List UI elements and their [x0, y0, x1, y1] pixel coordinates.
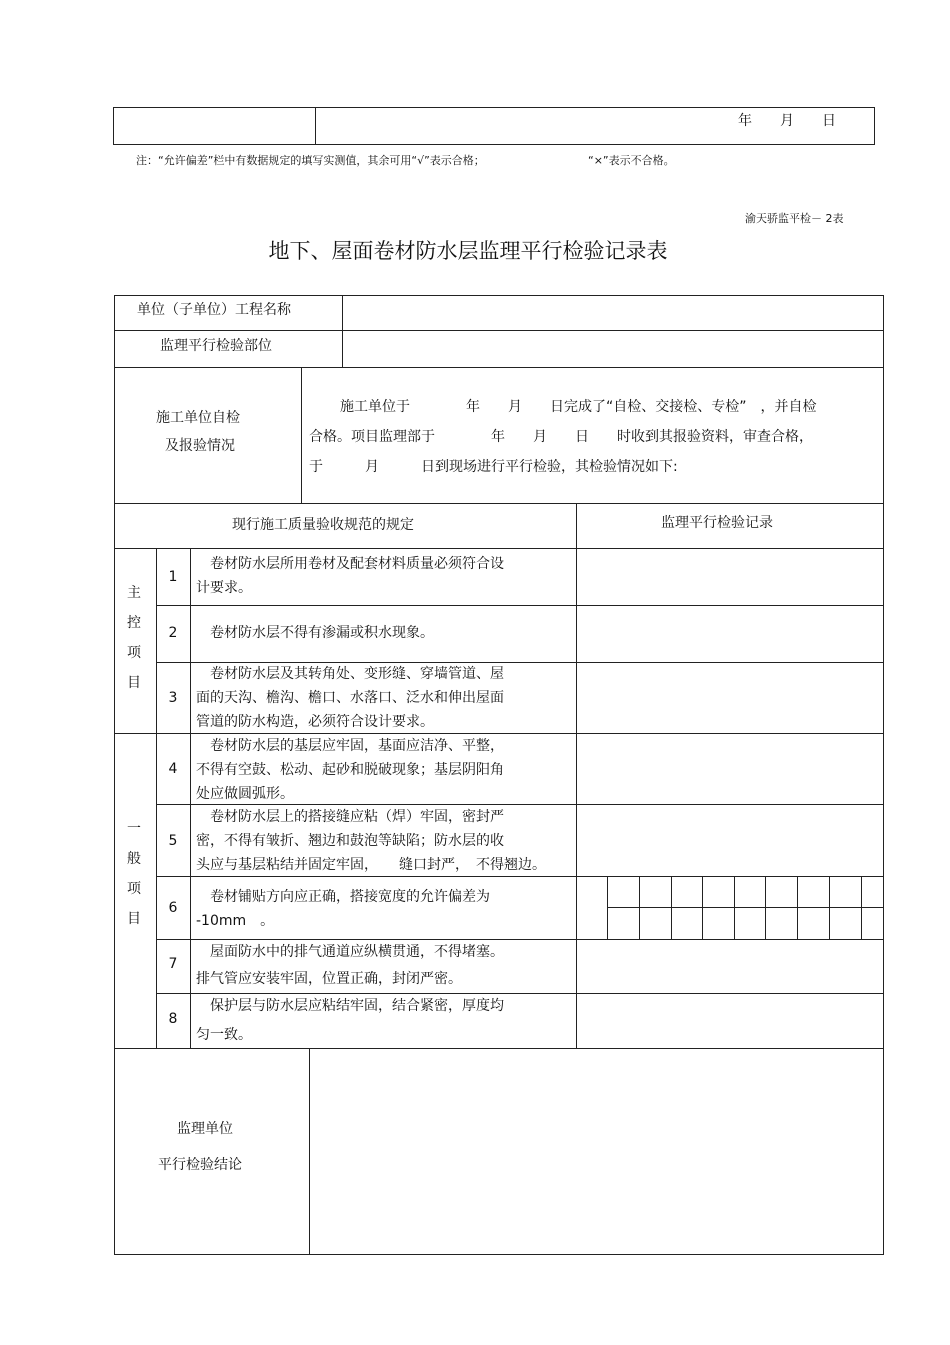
item-3-line-2: 面的天沟、檐沟、檐口、水落口、泛水和伸出屋面	[196, 690, 504, 706]
item-7-no: 7	[168, 956, 178, 972]
divider	[576, 503, 577, 1048]
item-4-no: 4	[168, 761, 178, 777]
item-8-no: 8	[168, 1011, 178, 1027]
group-general-label: 一般项目	[127, 821, 141, 927]
divider	[309, 1048, 310, 1255]
item-1-line-2: 计要求。	[196, 580, 252, 596]
item-4-line-1: 卷材防水层的基层应牢固，基面应洁净、平整，	[196, 738, 504, 754]
item-6-line-2: -10mm 。	[196, 913, 275, 929]
page-title: 地下、屋面卷材防水层监理平行检验记录表	[268, 239, 668, 263]
item-3-line-1: 卷材防水层及其转角处、变形缝、穿墙管道、屋	[196, 666, 504, 682]
divider	[114, 503, 884, 504]
divider	[797, 876, 798, 939]
item-1-line-1: 卷材防水层所用卷材及配套材料质量必须符合设	[196, 556, 504, 572]
divider	[114, 1048, 884, 1049]
spec-header: 现行施工质量验收规范的规定	[232, 517, 414, 533]
divider	[702, 876, 703, 939]
divider	[156, 605, 884, 606]
item-5-line-2: 密，不得有皱折、翘边和鼓泡等缺陷；防水层的收	[196, 833, 504, 849]
divider	[734, 876, 735, 939]
item-5-line-3: 头应与基层粘结并固定牢固， 缝口封严， 不得翘边。	[196, 857, 546, 873]
divider	[114, 548, 884, 549]
item-5-line-1: 卷材防水层上的搭接缝应粘（焊）牢固，密封严	[196, 809, 504, 825]
top-date-label: 年 月 日	[738, 113, 836, 129]
divider	[671, 876, 672, 939]
self-check-label-2: 及报验情况	[165, 438, 235, 454]
form-code: 渝天骄监平检－ 2表	[745, 212, 844, 225]
item-1-no: 1	[168, 569, 178, 585]
item-8-line-1: 保护层与防水层应粘结牢固，结合紧密，厚度均	[196, 998, 504, 1014]
item-5-no: 5	[168, 833, 178, 849]
item-4-line-3: 处应做圆弧形。	[196, 786, 294, 802]
item-4-line-2: 不得有空鼓、松动、起砂和脱破现象；基层阴阳角	[196, 762, 504, 778]
self-check-text-1: 施工单位于 年 月 日完成了“自检、交接检、专检” ，并自检	[340, 399, 817, 415]
conclusion-label-2: 平行检验结论	[158, 1157, 242, 1173]
conclusion-label-1: 监理单位	[177, 1121, 233, 1137]
divider	[114, 367, 884, 368]
divider	[861, 876, 862, 939]
divider	[639, 876, 640, 939]
divider	[342, 295, 343, 367]
self-check-text-2: 合格。项目监理部于 年 月 日 时收到其报验资料，审查合格，	[309, 429, 813, 445]
item-2-no: 2	[168, 625, 178, 641]
divider	[829, 876, 830, 939]
divider	[114, 330, 884, 331]
divider	[765, 876, 766, 939]
item-3-line-3: 管道的防水构造，必须符合设计要求。	[196, 714, 434, 730]
top-table-divider	[315, 107, 316, 145]
unit-name-label: 单位（子单位）工程名称	[137, 302, 291, 318]
divider	[607, 907, 884, 908]
item-7-line-1: 屋面防水中的排气通道应纵横贯通，不得堵塞。	[196, 944, 504, 960]
item-6-line-1: 卷材铺贴方向应正确，搭接宽度的允许偏差为	[196, 889, 490, 905]
item-6-no: 6	[168, 900, 178, 916]
item-8-line-2: 匀一致。	[196, 1027, 252, 1043]
divider	[301, 367, 302, 503]
group-main-label: 主控项目	[127, 585, 141, 691]
item-2-line-1: 卷材防水层不得有渗漏或积水现象。	[196, 625, 434, 641]
divider	[190, 548, 191, 1048]
note-text-2: “×”表示不合格。	[588, 154, 675, 167]
divider	[607, 876, 608, 939]
note-text: 注：“允许偏差”栏中有数据规定的填写实测值，其余可用“√”表示合格；	[136, 154, 485, 167]
item-3-no: 3	[168, 690, 178, 706]
location-label: 监理平行检验部位	[160, 338, 272, 354]
self-check-text-3: 于 月 日到现场进行平行检验，其检验情况如下:	[309, 459, 678, 475]
self-check-label-1: 施工单位自检	[156, 410, 240, 426]
record-header: 监理平行检验记录	[661, 515, 773, 531]
item-7-line-2: 排气管应安装牢固，位置正确，封闭严密。	[196, 971, 462, 987]
